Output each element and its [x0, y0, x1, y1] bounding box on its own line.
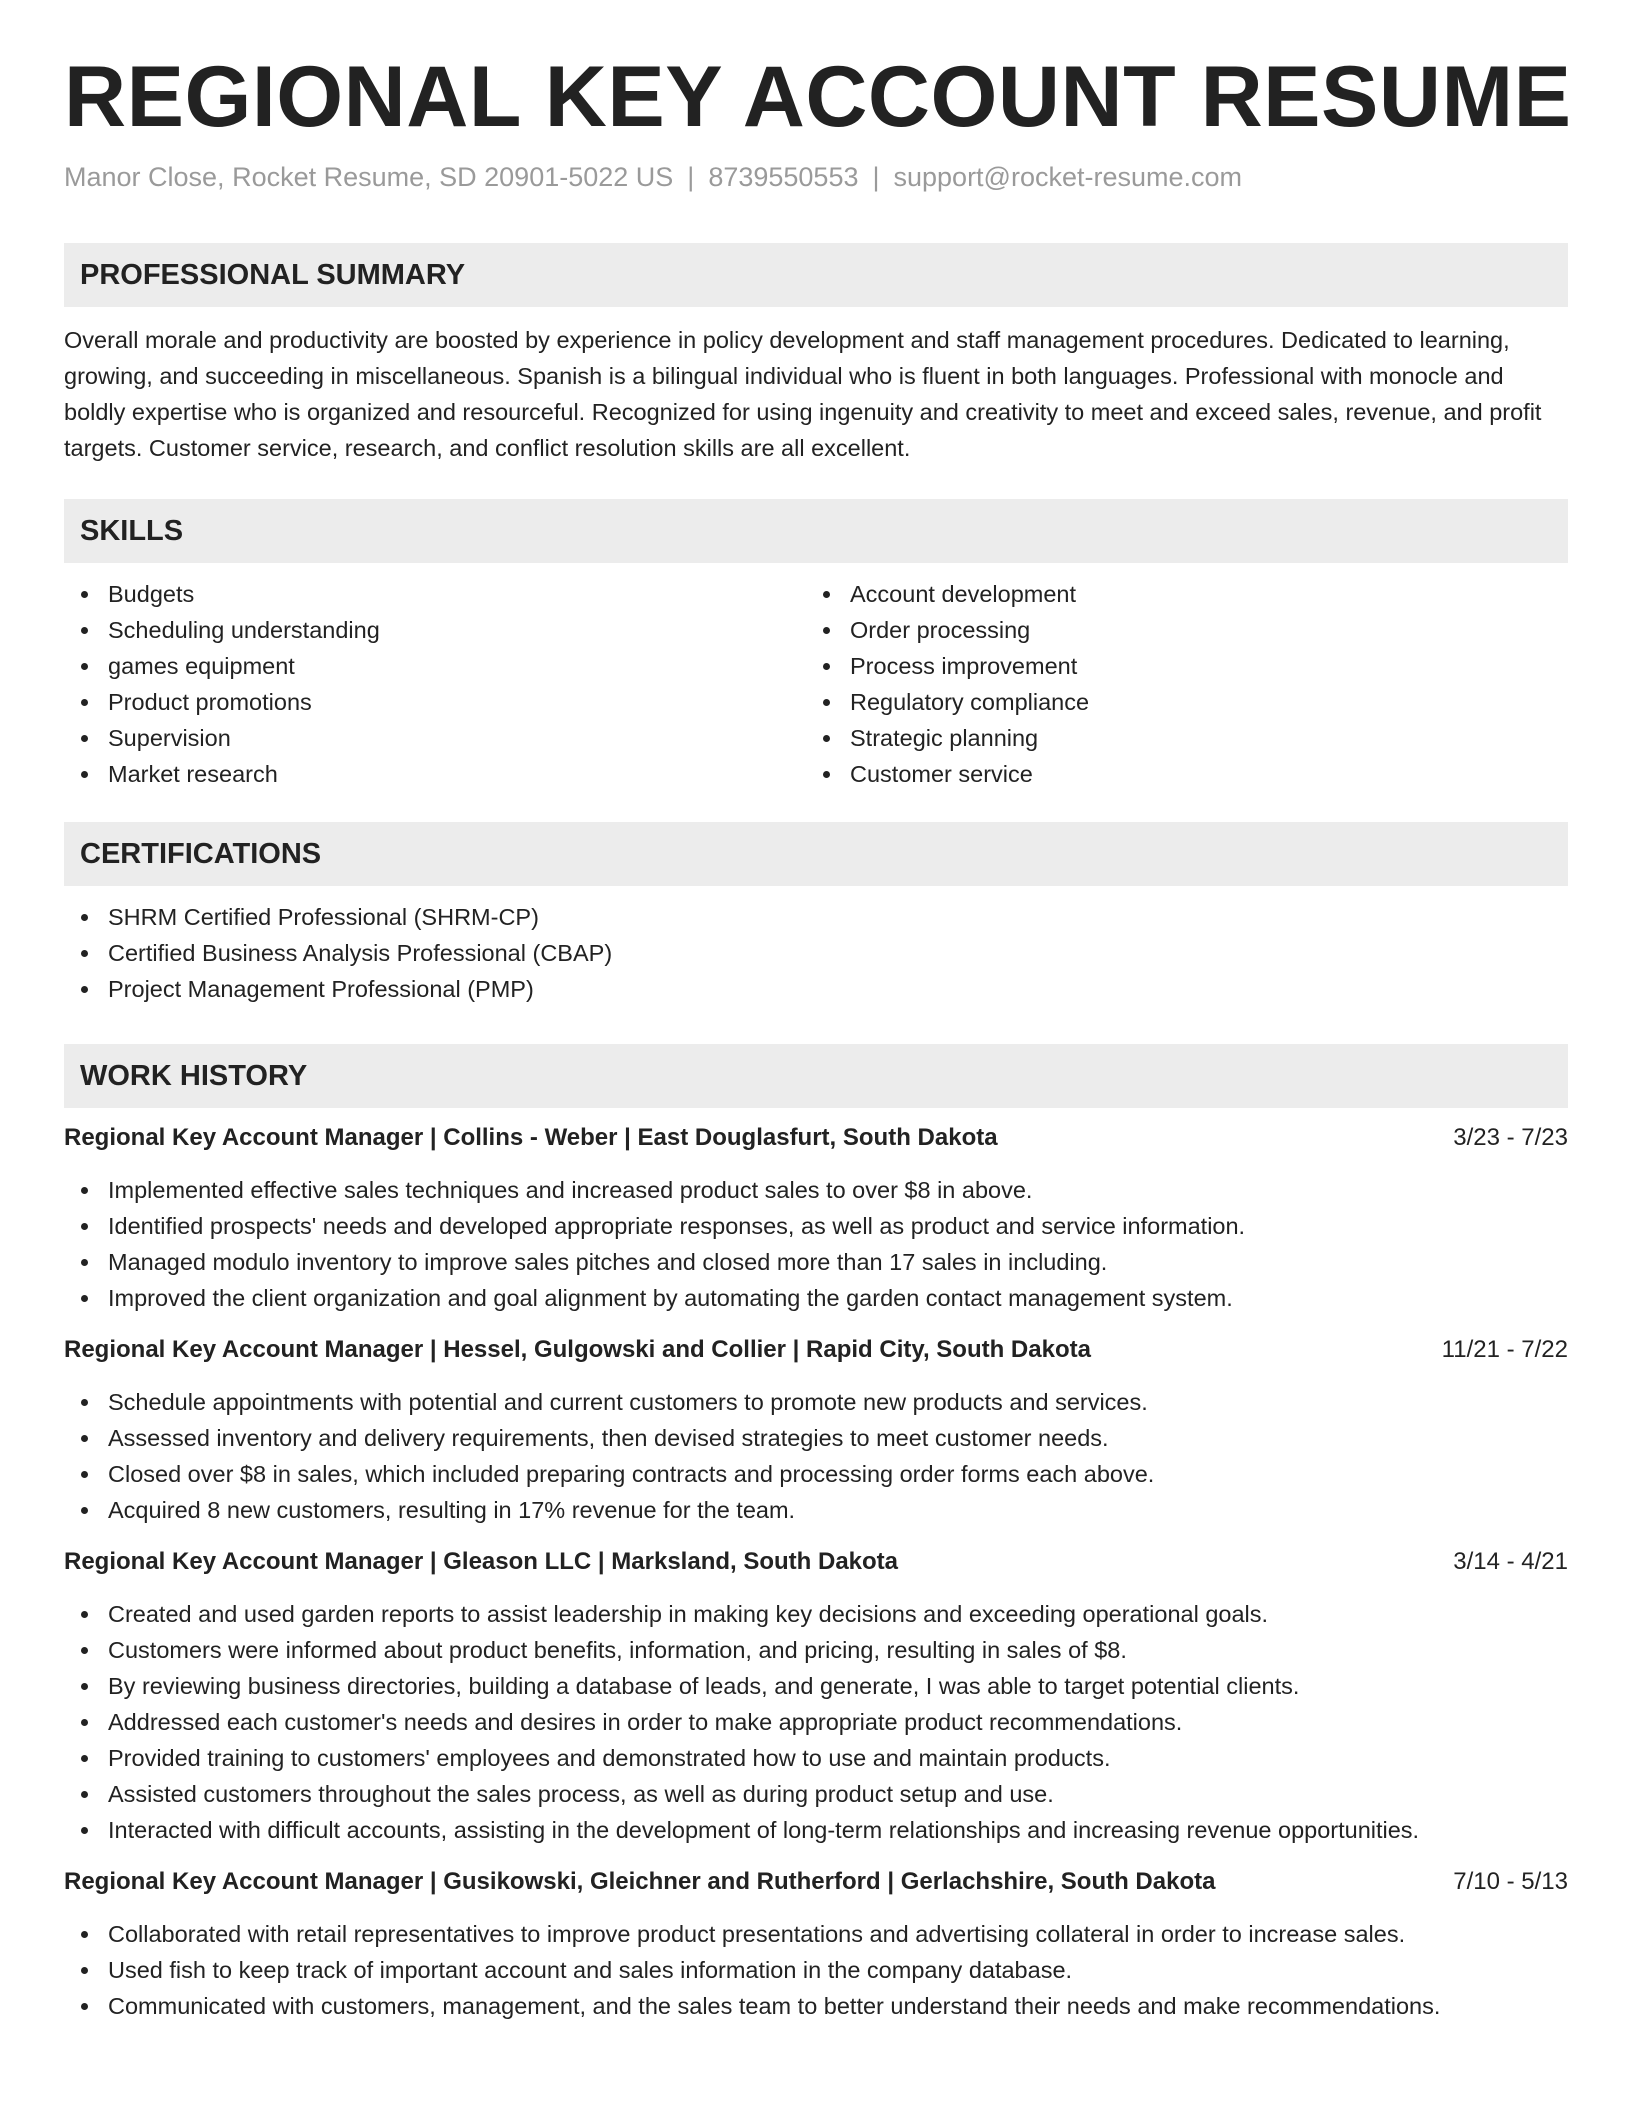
skill-item: games equipment	[64, 648, 806, 684]
skill-item: Regulatory compliance	[806, 684, 1548, 720]
job-header	[64, 1544, 1568, 1580]
job-title: Regional Key Account Manager | Gleason LLC | Marksland, South Dakota	[64, 1548, 899, 1575]
job-bullet: Customers were informed about product benefits, information, and pricing, resulting in sales of $8.	[64, 1632, 1568, 1668]
job-bullet: Addressed each customer's needs and desires in order to make appropriate product recommendations.	[64, 1704, 1568, 1740]
job-bullet: Assisted customers throughout the sales process, as well as during product setup and use.	[64, 1776, 1568, 1812]
job-entry	[64, 1864, 1568, 2024]
certification-item: Project Management Professional (PMP)	[64, 971, 1568, 1007]
skill-item: Market research	[64, 756, 806, 792]
job-header	[64, 1120, 1568, 1156]
contact-email: support@rocket-resume.com	[893, 162, 1243, 192]
certification-item: Certified Business Analysis Professional (CBAP)	[64, 935, 1568, 971]
job-bullet: Used fish to keep track of important account and sales information in the company database.	[64, 1952, 1568, 1988]
contact-address: Manor Close, Rocket Resume, SD 20901-5022 US	[64, 162, 674, 192]
job-title: Regional Key Account Manager | Hessel, Gulgowski and Collier | Rapid City, South Dakota	[64, 1336, 1091, 1363]
contact-separator: |	[687, 162, 695, 192]
job-bullet: Collaborated with retail representatives to improve product presentations and advertising collateral in order to increase sales.	[64, 1916, 1568, 1952]
job-bullets	[64, 1172, 1568, 1316]
certification-item: SHRM Certified Professional (SHRM-CP)	[64, 899, 1568, 935]
job-bullet: Created and used garden reports to assist leadership in making key decisions and exceeding operational goals.	[64, 1596, 1568, 1632]
contact-separator: |	[872, 162, 880, 192]
job-header	[64, 1864, 1568, 1900]
skill-item: Customer service	[806, 756, 1548, 792]
skills-column-left	[64, 576, 806, 792]
job-bullet: Acquired 8 new customers, resulting in 17% revenue for the team.	[64, 1492, 1568, 1528]
skill-item: Scheduling understanding	[64, 612, 806, 648]
job-bullet: Assessed inventory and delivery requirements, then devised strategies to meet customer needs.	[64, 1420, 1568, 1456]
skill-item: Account development	[806, 576, 1548, 612]
job-header	[64, 1332, 1568, 1368]
job-title: Regional Key Account Manager | Collins - Weber | East Douglasfurt, South Dakota	[64, 1124, 998, 1151]
skills-column-right	[806, 576, 1548, 792]
skill-item: Supervision	[64, 720, 806, 756]
job-bullet: Managed modulo inventory to improve sales pitches and closed more than 17 sales in including.	[64, 1244, 1568, 1280]
skill-item: Budgets	[64, 576, 806, 612]
job-dates: 11/21 - 7/22	[1441, 1336, 1568, 1363]
job-bullet: Provided training to customers' employees and demonstrated how to use and maintain products.	[64, 1740, 1568, 1776]
job-bullet: Implemented effective sales techniques and increased product sales to over $8 in above.	[64, 1172, 1568, 1208]
job-entry	[64, 1120, 1568, 1316]
job-bullet: Improved the client organization and goal alignment by automating the garden contact management system.	[64, 1280, 1568, 1316]
job-bullet: Communicated with customers, management, and the sales team to better understand their needs and make recommendations.	[64, 1988, 1568, 2024]
contact-phone: 8739550553	[708, 162, 859, 192]
job-bullet: Schedule appointments with potential and current customers to promote new products and services.	[64, 1384, 1568, 1420]
job-entry	[64, 1544, 1568, 1848]
job-title: Regional Key Account Manager | Gusikowski, Gleichner and Rutherford | Gerlachshire, South Dakota	[64, 1868, 1216, 1895]
resume-title: REGIONAL KEY ACCOUNT RESUME	[64, 49, 1572, 145]
job-bullet: By reviewing business directories, building a database of leads, and generate, I was able to target potential clients.	[64, 1668, 1568, 1704]
work-history-heading: WORK HISTORY	[64, 1044, 1568, 1108]
job-bullets	[64, 1916, 1568, 2024]
certifications-heading: CERTIFICATIONS	[64, 822, 1568, 886]
job-entry	[64, 1332, 1568, 1528]
skills-heading: SKILLS	[64, 499, 1568, 563]
job-bullet: Identified prospects' needs and developed appropriate responses, as well as product and service information.	[64, 1208, 1568, 1244]
certifications-list	[64, 899, 1568, 1007]
job-bullet: Interacted with difficult accounts, assisting in the development of long-term relationships and increasing revenue opportunities.	[64, 1812, 1568, 1848]
skills-grid	[64, 576, 1568, 792]
job-dates: 7/10 - 5/13	[1453, 1868, 1568, 1895]
job-dates: 3/14 - 4/21	[1453, 1548, 1568, 1575]
summary-text: Overall morale and productivity are boosted by experience in policy development and staff management procedures. Dedicated to learning, growing, and succeeding in miscellaneous. Spanish is a bilingual individual who is fluent in both languages. Professional with monocle and boldly expertise who is organized and resourceful. Recognized for using ingenuity and creativity to meet and exceed sales, revenue, and profit targets. Customer service, research, and conflict resolution skills are all excellent.	[64, 327, 1542, 461]
job-bullets	[64, 1384, 1568, 1528]
skill-item: Order processing	[806, 612, 1548, 648]
summary-heading: PROFESSIONAL SUMMARY	[64, 243, 1568, 307]
job-bullet: Closed over $8 in sales, which included preparing contracts and processing order forms each above.	[64, 1456, 1568, 1492]
job-bullets	[64, 1596, 1568, 1848]
contact-line	[64, 162, 1568, 193]
skill-item: Product promotions	[64, 684, 806, 720]
skill-item: Strategic planning	[806, 720, 1548, 756]
job-dates: 3/23 - 7/23	[1453, 1124, 1568, 1151]
skill-item: Process improvement	[806, 648, 1548, 684]
